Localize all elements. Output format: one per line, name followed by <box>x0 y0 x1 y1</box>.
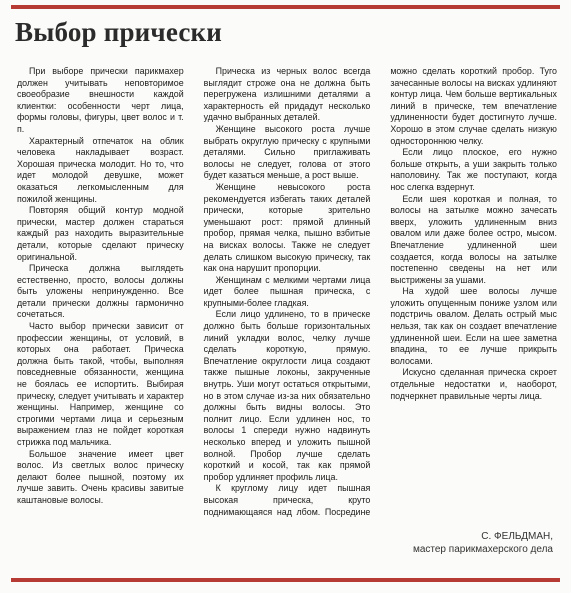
article-paragraph: Искусно сделанная прическа скроет отдельные недостатки и, наоборот, подчеркнет правильные черты лица. <box>390 367 557 401</box>
article-body <box>17 66 557 526</box>
article-paragraph: Повторяя общий контур модной прически, мастер должен стараться каждый раз находить выразительные детали, которые сделают прическу оригинальной. <box>17 205 184 262</box>
article-paragraph: На худой шее волосы лучше уложить опущенным пониже узлом или подстричь овалом. Делать острый мыс нельзя, так как он создает впечатление удлиненной шеи. Если на шее заметна впадина, то ее лучше прикрыть волосами. <box>390 286 557 366</box>
article-paragraph: Женщине высокого роста лучше выбрать округлую прическу с крупными деталями. Сильно приглаживать волосы не следует, голова от этого будет казаться меньше, а рост выше. <box>203 123 371 181</box>
author-role: мастер парикмахерского дела <box>412 544 553 555</box>
article-paragraph: Если лицо плоское, его нужно больше открыть, а уши закрыть только наполовину. Так же поступают, когда нос слегка вздернут. <box>390 147 557 192</box>
article-paragraph: Прическа из черных волос всегда выглядит строже она не должна быть перегружена излишними деталями а характерность ей придадут несколько удачно выбранных деталей. <box>203 66 371 123</box>
top-rule <box>11 5 560 9</box>
bottom-rule <box>11 578 560 582</box>
article-paragraph: К круглому лицу идет пышная высокая прическа, круто поднимающаяся над лбом. Посредине можно сделать короткий пробор. Туго зачесанные волосы на висках удлиняют контур лица. Чем больше вертикальных линий в прическе, тем впечатление удлиненности будет достигнуто лучше. Хорошо в этом случае сделать низкую одностороннюю челку. <box>203 66 557 517</box>
article-paragraph: Женщине невысокого роста рекомендуется избегать таких деталей прически, которые зрительно уменьшают рост: прямой длинный пробор, прямая челка, пышно взбитые на висках волосы. Также не следует делать слишком высокую прическу, так как она нарушит пропорции. <box>203 181 371 274</box>
article-paragraph: Характерный отпечаток на облик человека накладывает возраст. Хорошая прическа молодит. Но то, что идет молодой девушке, может оказаться легкомысленным для пожилой женщины. <box>17 135 184 204</box>
article-paragraph: При выборе прически парикмахер должен учитывать неповторимое своеобразие внешности каждой клиентки: особенности черт лица, формы головы, фигуры, цвет волос и т. п. <box>17 66 184 134</box>
article-paragraph: Часто выбор прически зависит от профессии женщины, от условий, в которых она работает. Прическа должна быть такой, чтобы, выполняя повседневные обязанности, женщина не боялась ее испортить. Выбирая прическу, следует учитывать и характер женщины. Например, женщине со строгими чертами лица и серьезным выражением глаз не пойдет короткая стрижка под мальчика. <box>17 321 184 447</box>
article-title: Выбор прически <box>15 17 223 47</box>
article-paragraph: Если шея короткая и полная, то волосы на затылке можно зачесать вверх, уложить удлиненным вниз овалом или даже более остро, мысом. Впечатление удлиненной шеи создается, когда волосы на затылке постепенно сведены на нет или выстрижены за ушами. <box>390 193 557 285</box>
author-signature <box>413 530 553 556</box>
article-paragraph: Прическа должна выглядеть естественно, просто, волосы должны быть уложены непринужденно. Все детали прически должны гармонично сочетаться. <box>17 263 184 320</box>
author-name: С. ФЕЛЬДМАН, <box>481 531 553 542</box>
article-paragraph: Женщинам с мелкими чертами лица идет более пышная прическа, с крупными-более гладкая. <box>203 274 371 308</box>
article-paragraph: Если лицо удлинено, то в прическе должно быть больше горизонтальных линий укладки волос, челку лучше сделать короткую, прямую. Впечатление округлости лица создают также пышные локоны, закрученные внутрь. Уши могут остаться открытыми, но в этом случае из-за них обязательно должны быть видны волосы. Это полнит лицо. Если удлинен нос, то волосы 1 спереди нужно надвинуть несколько вперед и уложить пышной волной. Пробор лучше сделать короткий и косой, так как прямой пробор удлиняет профиль лица. <box>203 309 371 482</box>
article-paragraph: Большое значение имеет цвет волос. Из светлых волос прическу делают более пышной, поэтому их лучше завить. Очень красивы завитые каштановые волосы. <box>17 448 184 505</box>
